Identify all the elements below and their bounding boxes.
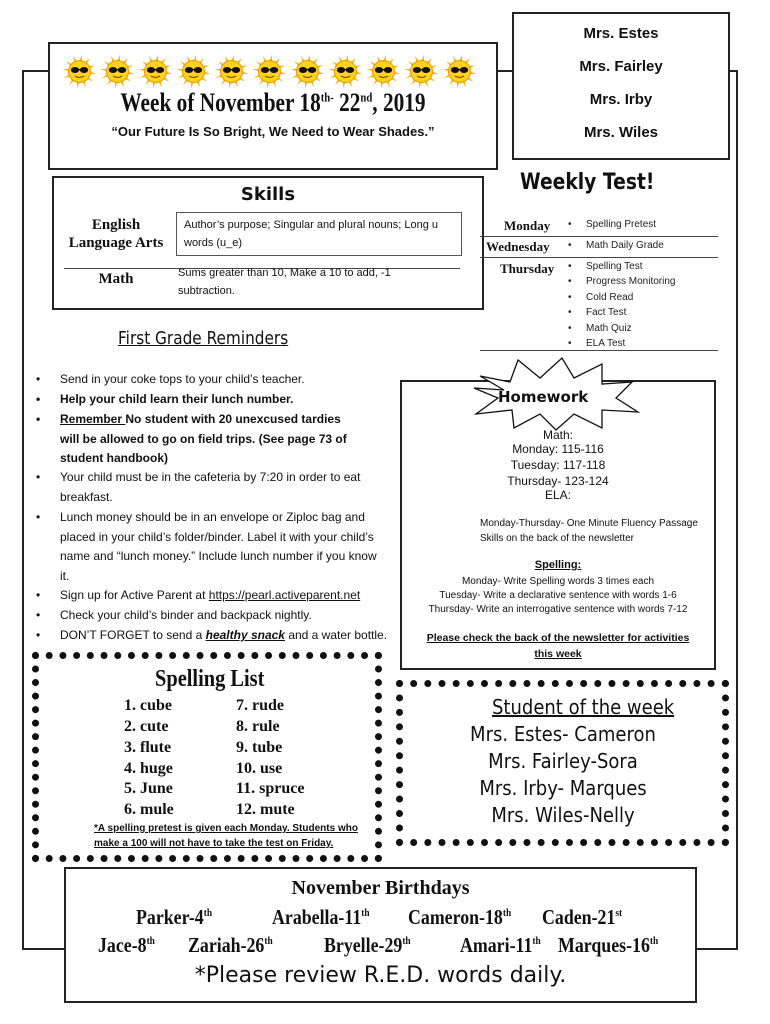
spelling-word: 5. June — [124, 780, 173, 797]
test-item: • Cold Read — [586, 292, 633, 303]
sun-row — [62, 54, 477, 89]
hw-math-line: Tuesday: 117-118 — [510, 458, 606, 472]
teacher-name: Mrs. Wiles — [583, 124, 659, 141]
spelling-word: 6. mule — [124, 801, 174, 818]
hw-spelling-line: Monday- Write Spelling words 3 times each — [461, 576, 655, 587]
spelling-word: 1. cube — [124, 697, 172, 714]
hw-spelling-line: Thursday- Write an interrogative sentence with words 7-12 — [428, 604, 688, 615]
reminder-item: • Remember No student with 20 unexcused tardies will be allowed to go on field trips. (See page 73 of student handbook) — [60, 410, 360, 469]
birthday-entry: Marques-16th — [558, 933, 659, 957]
teacher-name: Mrs. Estes — [583, 25, 659, 42]
teachers-box — [512, 12, 730, 160]
hw-note: this week — [534, 648, 582, 660]
sun-sunglasses-icon — [366, 54, 401, 89]
test-item: • Math Quiz — [586, 323, 632, 334]
test-item: • ELA Test — [586, 338, 625, 349]
math-subject: Math — [98, 271, 134, 287]
reminder-item: • Your child must be in the cafeteria by 7:20 in order to eat breakfast. — [60, 468, 370, 507]
sun-sunglasses-icon — [176, 54, 211, 89]
test-day: Monday — [504, 218, 551, 233]
ela-skills-text: Author’s purpose; Singular and plural nouns; Long u words (u_e) — [184, 219, 438, 249]
hw-spelling-label: Spelling: — [534, 559, 582, 571]
birthday-entry: Caden-21st — [542, 905, 623, 929]
slogan: “Our Future Is So Bright, We Need to Wear Shades.” — [111, 124, 435, 139]
teacher-name: Mrs. Fairley — [579, 58, 663, 75]
spelling-word: 7. rude — [236, 697, 284, 714]
birthday-entry: Jace-8th — [98, 933, 155, 957]
homework-title: Homework — [498, 388, 589, 406]
hw-ela-line: Monday-Thursday- One Minute Fluency Passage — [480, 518, 698, 529]
weekly-test-title: Weekly Test! — [520, 170, 655, 195]
student-of-week-entry: Mrs. Wiles-Nelly — [491, 803, 635, 827]
sun-sunglasses-icon — [404, 54, 439, 89]
hw-spelling-line: Tuesday- Write a declarative sentence with words 1-6 — [439, 590, 677, 601]
sun-sunglasses-icon — [138, 54, 173, 89]
birthdays-heading: November Birthdays — [291, 877, 470, 899]
spelling-word: 11. spruce — [236, 780, 305, 797]
birthday-entry: Parker-4th — [136, 905, 213, 929]
test-day: Wednesday — [486, 239, 550, 254]
math-skills-text: Sums greater than 10, Make a 10 to add, -1 subtraction. — [178, 267, 391, 297]
spelling-word: 12. mute — [236, 801, 295, 818]
birthdays-box — [64, 867, 697, 1003]
student-of-week-heading: Student of the week — [492, 695, 675, 719]
red-words-reminder: *Please review R.E.D. words daily. — [194, 963, 567, 988]
spelling-word: 2. cute — [124, 718, 169, 735]
reminder-item: • Sign up for Active Parent at https://pearl.activeparent.net — [60, 586, 380, 606]
active-parent-link[interactable]: https://pearl.activeparent.net — [208, 588, 361, 602]
student-of-week-entry: Mrs. Estes- Cameron — [470, 722, 656, 746]
birthday-entry: Amari-11th — [460, 933, 541, 957]
test-divider — [480, 236, 718, 237]
test-day: Thursday — [500, 261, 555, 276]
hw-note: Please check the back of the newsletter for activities — [426, 632, 690, 644]
week-title: Week of November $18^{th-}$ 22nd, 2019 — [120, 88, 426, 117]
test-item: • Spelling Test — [586, 261, 643, 272]
test-item: • Progress Monitoring — [586, 276, 675, 287]
hw-ela-label: ELA: — [544, 488, 571, 502]
birthday-entry: Zariah-26th — [188, 933, 273, 957]
reminder-item: • Check your child’s binder and backpack nightly. — [60, 606, 380, 626]
hw-math-label: Math: — [542, 428, 573, 442]
spelling-word: 10. use — [236, 760, 283, 777]
teacher-name: Mrs. Irby — [589, 91, 653, 108]
hw-ela-line: Skills on the back of the newsletter — [480, 533, 634, 544]
test-item: • Fact Test — [586, 307, 626, 318]
spelling-word: 3. flute — [124, 739, 172, 756]
title-box — [48, 42, 498, 170]
test-divider — [480, 257, 718, 258]
skills-box — [52, 176, 484, 310]
skills-heading: Skills — [240, 184, 296, 205]
spelling-word: 4. huge — [124, 760, 173, 777]
reminder-item: • Send in your coke tops to your child’s teacher. — [60, 370, 380, 390]
sun-sunglasses-icon — [100, 54, 135, 89]
birthday-entry: Cameron-18th — [408, 905, 512, 929]
test-item: • Spelling Pretest — [586, 219, 656, 230]
hw-math-line: Thursday- 123-124 — [507, 474, 609, 488]
reminder-item: • DON’T FORGET to send a healthy snack and a water bottle. — [60, 626, 390, 646]
reminder-item: • Lunch money should be in an envelope or Ziploc bag and placed in your child’s folder/binder. Label it with your child’s name and “lunch money.” Include lunch number if you know it. — [60, 508, 382, 586]
sun-sunglasses-icon — [62, 54, 97, 89]
sun-sunglasses-icon — [290, 54, 325, 89]
birthday-entry: Arabella-11th — [272, 905, 370, 929]
reminders-heading: First Grade Reminders — [118, 328, 289, 349]
spelling-note: *A spelling pretest is given each Monday. Students who make a 100 will not have to take the test on Friday. — [94, 823, 358, 849]
sun-sunglasses-icon — [442, 54, 477, 89]
student-of-week-entry: Mrs. Irby- Marques — [479, 776, 647, 800]
reminder-item: • Help your child learn their lunch number. — [60, 390, 380, 410]
spelling-word: 9. tube — [236, 739, 283, 756]
test-item: • Math Daily Grade — [586, 240, 664, 251]
spelling-title: Spelling List — [155, 666, 265, 692]
sun-sunglasses-icon — [328, 54, 363, 89]
sun-sunglasses-icon — [214, 54, 249, 89]
sun-sunglasses-icon — [252, 54, 287, 89]
student-of-week-entry: Mrs. Fairley-Sora — [488, 749, 638, 773]
hw-math-line: Monday: 115-116 — [512, 442, 604, 456]
test-divider — [480, 350, 718, 351]
ela-subject: English Language Arts — [68, 217, 164, 251]
spelling-word: 8. rule — [236, 718, 280, 735]
birthday-entry: Bryelle-29th — [324, 933, 411, 957]
